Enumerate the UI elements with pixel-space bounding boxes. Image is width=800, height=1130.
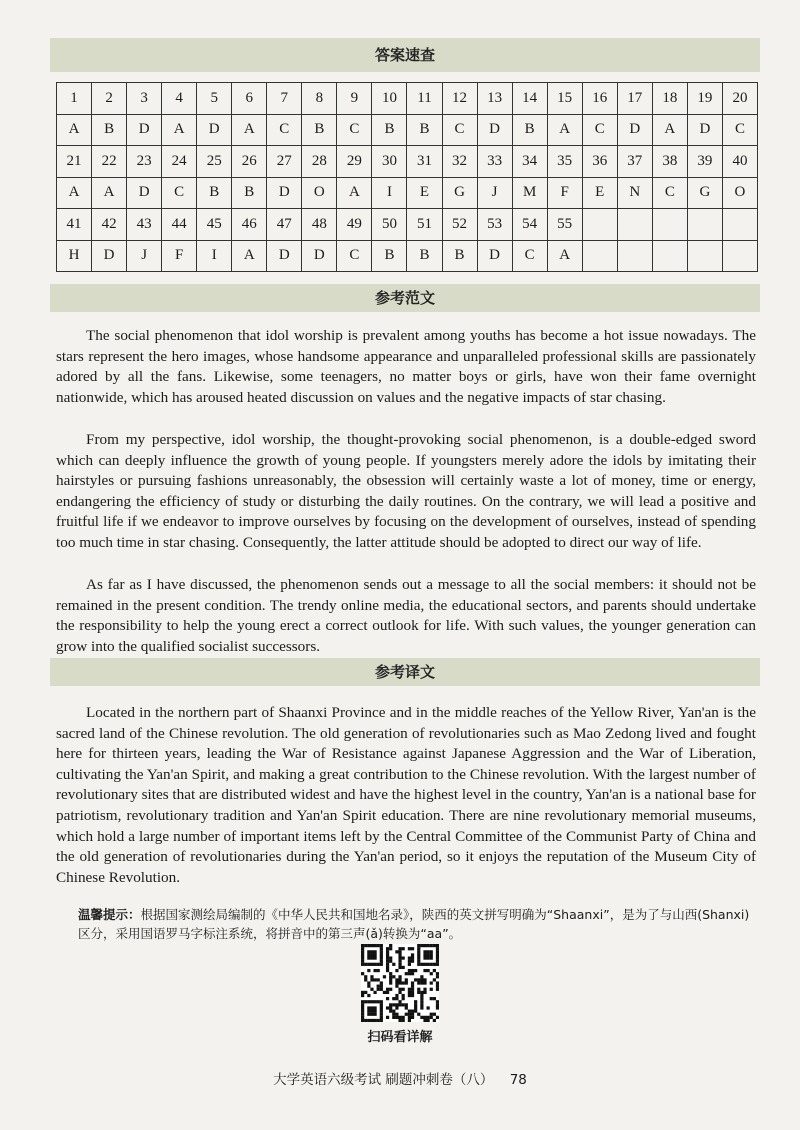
- answer-letter-cell: [722, 240, 757, 272]
- answer-letter-cell: C: [162, 177, 197, 209]
- question-number-cell: 41: [57, 209, 92, 241]
- answer-letter-cell: C: [337, 114, 372, 146]
- tip-text: 根据国家测绘局编制的《中华人民共和国地名录》，陕西的英文拼写明确为“Shaanxi”，是为了与山西(Shanxi)区分，采用国语罗马字标注系统，将拼音中的第三声(ǎ)转换为“aa”。: [78, 907, 750, 941]
- question-number-cell: 25: [197, 146, 232, 178]
- question-number-cell: 8: [302, 83, 337, 115]
- answer-letter-cell: C: [582, 114, 617, 146]
- answer-letter-cell: C: [337, 240, 372, 272]
- page-footer: [0, 1068, 800, 1088]
- question-number-cell: 46: [232, 209, 267, 241]
- question-number-cell: 24: [162, 146, 197, 178]
- answer-letter-cell: [652, 240, 687, 272]
- question-number-cell: 39: [687, 146, 722, 178]
- question-number-cell: 20: [722, 83, 757, 115]
- question-number-cell: 35: [547, 146, 582, 178]
- answer-letter-cell: O: [722, 177, 757, 209]
- question-number-cell: [617, 209, 652, 241]
- question-number-cell: 45: [197, 209, 232, 241]
- question-number-cell: 51: [407, 209, 442, 241]
- question-number-cell: 38: [652, 146, 687, 178]
- page-number: 78: [509, 1072, 527, 1088]
- answer-number-row: [57, 146, 758, 178]
- question-number-cell: 3: [127, 83, 162, 115]
- answer-letter-cell: A: [232, 240, 267, 272]
- question-number-cell: [582, 209, 617, 241]
- question-number-cell: 47: [267, 209, 302, 241]
- answer-letter-cell: B: [302, 114, 337, 146]
- answer-letter-cell: H: [57, 240, 92, 272]
- question-number-cell: [652, 209, 687, 241]
- question-number-cell: 43: [127, 209, 162, 241]
- question-number-cell: 40: [722, 146, 757, 178]
- question-number-cell: 42: [92, 209, 127, 241]
- question-number-cell: 36: [582, 146, 617, 178]
- question-number-cell: 54: [512, 209, 547, 241]
- answer-letter-row: [57, 177, 758, 209]
- question-number-cell: 18: [652, 83, 687, 115]
- answer-letter-cell: E: [407, 177, 442, 209]
- question-number-cell: 23: [127, 146, 162, 178]
- answer-letter-cell: B: [232, 177, 267, 209]
- answer-letter-cell: D: [267, 177, 302, 209]
- answer-letter-cell: [617, 240, 652, 272]
- question-number-cell: 37: [617, 146, 652, 178]
- question-number-cell: 27: [267, 146, 302, 178]
- answer-letter-cell: D: [302, 240, 337, 272]
- question-number-cell: [687, 209, 722, 241]
- question-number-cell: 32: [442, 146, 477, 178]
- question-number-cell: 10: [372, 83, 407, 115]
- answer-letter-cell: D: [477, 114, 512, 146]
- question-number-cell: 48: [302, 209, 337, 241]
- answer-letter-cell: B: [197, 177, 232, 209]
- answer-letter-cell: A: [232, 114, 267, 146]
- question-number-cell: 53: [477, 209, 512, 241]
- essay-paragraph-1-text: The social phenomenon that idol worship is prevalent among youths has become a hot issue nowadays. The stars represent the hero images, whose handsome appearance and unparalleled professional skills are passionately adored by all the fans. Likewise, some teenagers, no matter boys or girls, have won their fame overnight nationwide, which has aroused heated discussion on values and the negative impacts of star chasing.: [56, 327, 756, 406]
- question-number-cell: 11: [407, 83, 442, 115]
- qr-code-label: 扫码看详解: [367, 1030, 433, 1045]
- answer-letter-cell: A: [547, 240, 582, 272]
- question-number-cell: 6: [232, 83, 267, 115]
- question-number-cell: [722, 209, 757, 241]
- answer-letter-cell: A: [547, 114, 582, 146]
- question-number-cell: 52: [442, 209, 477, 241]
- question-number-cell: 7: [267, 83, 302, 115]
- answer-letter-cell: N: [617, 177, 652, 209]
- question-number-cell: 13: [477, 83, 512, 115]
- qr-code[interactable]: [361, 944, 439, 1022]
- question-number-cell: 16: [582, 83, 617, 115]
- answer-key-table: [56, 82, 758, 272]
- answer-letter-cell: B: [407, 240, 442, 272]
- answer-number-row: [57, 209, 758, 241]
- answer-letter-cell: M: [512, 177, 547, 209]
- answer-letter-cell: A: [652, 114, 687, 146]
- answer-letter-cell: D: [267, 240, 302, 272]
- question-number-cell: 49: [337, 209, 372, 241]
- answer-letter-cell: D: [127, 114, 162, 146]
- question-number-cell: 34: [512, 146, 547, 178]
- answer-letter-cell: F: [547, 177, 582, 209]
- question-number-cell: 2: [92, 83, 127, 115]
- answer-letter-cell: C: [652, 177, 687, 209]
- answer-letter-cell: A: [57, 177, 92, 209]
- answer-letter-cell: F: [162, 240, 197, 272]
- question-number-cell: 9: [337, 83, 372, 115]
- question-number-cell: 44: [162, 209, 197, 241]
- essay-section-title: 参考范文: [50, 284, 760, 312]
- answer-letter-cell: C: [267, 114, 302, 146]
- answer-letter-cell: D: [477, 240, 512, 272]
- footer-book-title: 大学英语六级考试 刷题冲刺卷（八）: [273, 1072, 494, 1088]
- answer-letter-cell: A: [162, 114, 197, 146]
- answer-letter-cell: I: [372, 177, 407, 209]
- answer-letter-cell: J: [477, 177, 512, 209]
- answer-letter-cell: [582, 240, 617, 272]
- essay-paragraph-2-text: From my perspective, idol worship, the thought-provoking social phenomenon, is a double-edged sword which can deeply influence the growth of young people. If youngsters merely adore the idols by imitating their hairstyles or pursuing fashions unreasonably, the obsession will certainly waste a lot of money, time or energy, endangering the efficiency of study or disturbing the daily routines. On the contrary, we will lead a positive and fruitful life if we endeavor to improve ourselves by focusing on the development of ourselves, instead of spending too much time in star chasing. Consequently, the latter attitude should be adopted to direct our way of life.: [56, 431, 756, 551]
- question-number-cell: 19: [687, 83, 722, 115]
- answer-letter-cell: E: [582, 177, 617, 209]
- answer-letter-cell: O: [302, 177, 337, 209]
- question-number-cell: 1: [57, 83, 92, 115]
- answer-letter-row: [57, 240, 758, 272]
- question-number-cell: 17: [617, 83, 652, 115]
- answer-letter-cell: J: [127, 240, 162, 272]
- question-number-cell: 33: [477, 146, 512, 178]
- translation-paragraph: [56, 703, 756, 888]
- answer-letter-cell: A: [92, 177, 127, 209]
- question-number-cell: 22: [92, 146, 127, 178]
- answer-letter-cell: B: [372, 114, 407, 146]
- question-number-cell: 21: [57, 146, 92, 178]
- answer-letter-cell: B: [407, 114, 442, 146]
- answer-letter-cell: C: [442, 114, 477, 146]
- answer-letter-row: [57, 114, 758, 146]
- answer-letter-cell: D: [197, 114, 232, 146]
- qr-code-image: [361, 944, 439, 1022]
- tip-label: 温馨提示：: [78, 907, 141, 922]
- answer-letter-cell: A: [57, 114, 92, 146]
- question-number-cell: 15: [547, 83, 582, 115]
- question-number-cell: 26: [232, 146, 267, 178]
- answer-letter-cell: D: [617, 114, 652, 146]
- question-number-cell: 14: [512, 83, 547, 115]
- question-number-cell: 5: [197, 83, 232, 115]
- essay-paragraph-1: [56, 326, 756, 408]
- answers-section-title: 答案速查: [50, 38, 760, 72]
- question-number-cell: 50: [372, 209, 407, 241]
- answer-letter-cell: B: [442, 240, 477, 272]
- translation-paragraph-text: Located in the northern part of Shaanxi Province and in the middle reaches of the Yellow River, Yan'an is the sacred land of the Chinese revolution. The old generation of revolutionaries such as Mao Zedong lived and fought here for thirteen years, leading the War of Resistance against Japanese Aggression and the War of Liberation, cultivating the Yan'an Spirit, and making a great contribution to the Chinese revolution. With the largest number of revolutionary sites that are distributed widest and have the highest level in the country, Yan'an is a national base for patriotism, revolutionary tradition and Yan'an Spirit education. There are nine revolutionary memorial museums, which hold a large number of important items left by the Central Committee of the Communist Party of China and the old generation of revolutionaries during the Yan'an period, so it enjoys the reputation of the Museum City of Chinese Revolution.: [56, 704, 756, 886]
- answer-letter-cell: B: [372, 240, 407, 272]
- answer-letter-cell: I: [197, 240, 232, 272]
- question-number-cell: 31: [407, 146, 442, 178]
- answer-letter-cell: G: [442, 177, 477, 209]
- essay-paragraph-3-text: As far as I have discussed, the phenomenon sends out a message to all the social members: it should not be remained in the present condition. The trendy online media, the educational sectors, and parents should undertake the responsibility to help the young erect a correct outlook for life. With such values, the younger generation can grow into the qualified socialist successors.: [56, 576, 756, 655]
- question-number-cell: 55: [547, 209, 582, 241]
- answer-letter-cell: C: [722, 114, 757, 146]
- answer-letter-cell: C: [512, 240, 547, 272]
- answer-letter-cell: B: [512, 114, 547, 146]
- question-number-cell: 28: [302, 146, 337, 178]
- essay-paragraph-3: [56, 575, 756, 657]
- translation-section-title: 参考译文: [50, 658, 760, 686]
- answer-letter-cell: [687, 240, 722, 272]
- question-number-cell: 29: [337, 146, 372, 178]
- tip-note: [78, 905, 758, 943]
- essay-paragraph-2: [56, 430, 756, 554]
- answer-letter-cell: D: [92, 240, 127, 272]
- answer-letter-cell: D: [687, 114, 722, 146]
- question-number-cell: 12: [442, 83, 477, 115]
- answer-letter-cell: A: [337, 177, 372, 209]
- question-number-cell: 4: [162, 83, 197, 115]
- answer-letter-cell: B: [92, 114, 127, 146]
- answer-number-row: [57, 83, 758, 115]
- answer-letter-cell: D: [127, 177, 162, 209]
- answer-letter-cell: G: [687, 177, 722, 209]
- question-number-cell: 30: [372, 146, 407, 178]
